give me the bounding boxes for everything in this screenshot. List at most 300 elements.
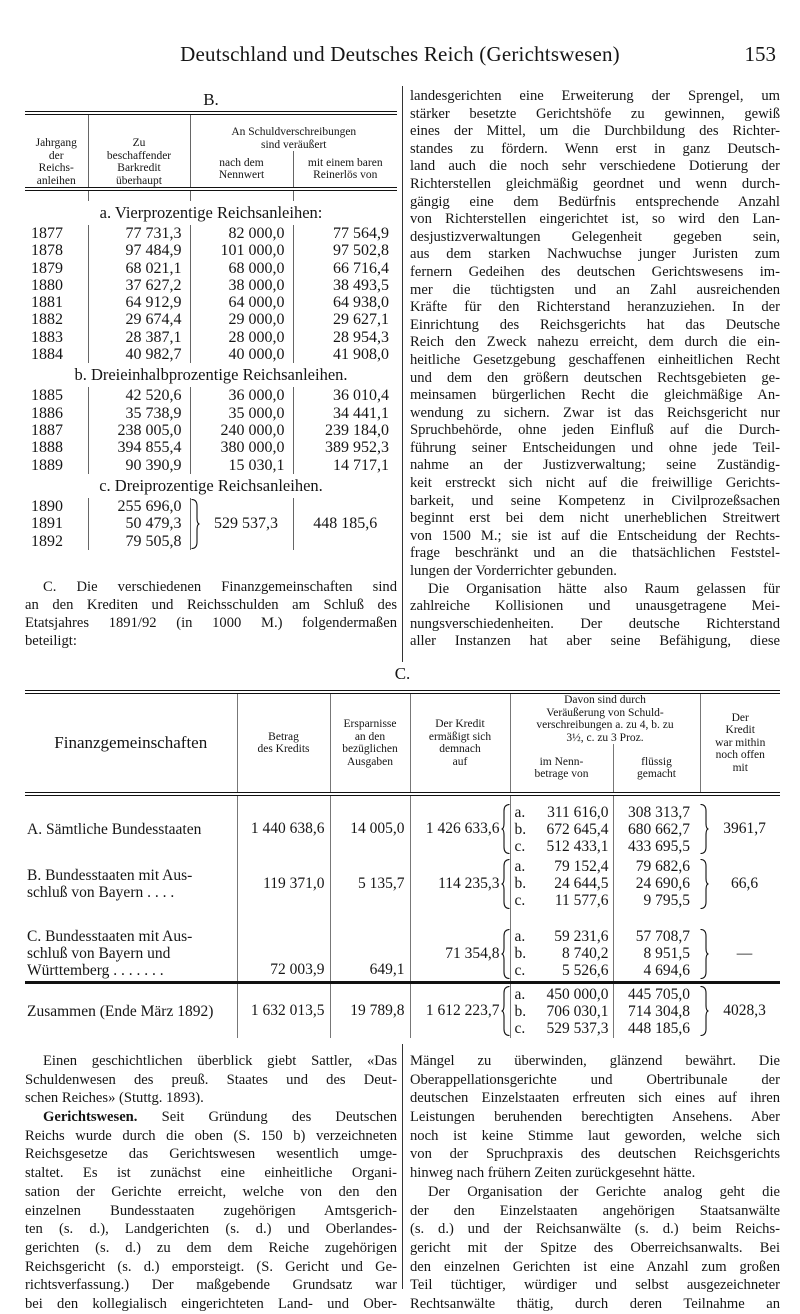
reinerloes-cell: 64 938,0 [293,294,397,311]
year-cell: 1886 [31,404,63,422]
text-line-content: noch ist keine Stimme laut geworden, welche sich [410,1127,780,1144]
barkredit-cell: 28 387,1 [88,329,190,346]
text-line-content: Der Organisation der Gerichte analog geht die [428,1183,780,1200]
text-line-content: aller Instanzen hat aber seine Befähigung, diese [410,633,780,650]
reinerloes-cell: 28 954,3 [293,329,397,346]
text-line-content: deutschen Einzelstaaten erfreuten sich eines auf ihren [410,1090,780,1107]
item-letter: b. [514,1002,527,1020]
text-line [25,1071,397,1090]
reinerloes-cell: 29 627,1 [293,311,397,328]
year-cell: 1879 [31,259,63,277]
betrag-cell: 1 632 013,5 [237,983,330,1039]
year-cell: 1878 [31,242,63,260]
nennbetrag-item [511,1003,613,1020]
text-line [410,545,780,563]
bottom-left-text [25,1052,397,1314]
text-line [410,246,780,264]
column-group-header: An Schuldverschreibungen sind veräußert [190,113,397,151]
right-brace-icon [191,499,200,549]
table-row [25,794,780,858]
text-line [410,440,780,458]
nennwert-cell: 38 000,0 [190,277,293,294]
barkredit-cell: 42 520,6 [88,387,190,404]
ermaessigt-value: 1 426 633,6 [425,820,500,837]
barkredit-cell: 394 855,4 [88,439,190,456]
item-letter: c. [514,837,526,855]
text-line-content: gerichten (s. d.) zu dem dem Reiche zugehörigen [25,1239,397,1256]
offen-cell [700,794,780,858]
running-header-title: Deutschland und Deutsches Reich (Gerichtswesen) [180,42,620,66]
text-line-content: Spruchbehörde, ohne jeden Einfluß auf die Durch- [410,422,780,439]
text-line [410,1276,780,1295]
text-line [25,1089,397,1108]
offen-value: 3961,7 [723,820,766,837]
row-label: B. Bundesstaaten mit Aus- schluß von Bayern . . . . [27,866,193,901]
ermaessigt-value: 114 235,3 [438,874,500,892]
text-line-content: beteiligt: [25,633,77,649]
column-group-header: Davon sind durch Veräußerung von Schuld- verschreibungen a. zu 4, b. zu 3½, c. zu 3 Proz. [510,692,700,744]
text-line-content: Mängel zu überwinden, glänzend bewährt. Die [410,1053,780,1069]
item-value: 450 000,0 [546,985,609,1003]
year-cell: 1884 [31,346,63,364]
fluessig-item: 24 690,6 [635,875,690,892]
nennbetrag-item [511,821,613,838]
column-header-fluessig: flüssig gemacht [613,744,700,794]
text-line [25,1145,397,1164]
text-line-content: an den Krediten und Reichsschulden am Schluß des [25,597,397,613]
column-header-barkredit: Zu beschaffender Barkredit überhaupt [88,113,190,189]
text-line-content: sation der Gerichte erreicht, welche von den den [25,1183,397,1200]
table-row [25,311,397,328]
table-row [25,387,397,404]
item-letter: c. [514,1019,526,1037]
nennbetrag-cell [510,794,613,858]
reinerloes-cell: 77 564,9 [293,225,397,242]
text-line [410,528,780,546]
right-column-text [410,88,780,651]
fluessig-item: 714 304,8 [628,1002,690,1020]
text-line-content: Leistungen beruhenden berechtigten Ansehens. Aber [410,1109,780,1126]
table-c-label: C. [394,664,411,683]
text-line [410,422,780,440]
nennwert-cell: 101 000,0 [190,242,293,259]
offen-value: — [736,945,753,962]
column-header-nennbetrag: im Nenn- betrage von [510,744,613,794]
year-cell: 1888 [31,439,63,457]
table-row [25,422,397,439]
text-line [25,1220,397,1239]
text-line-content: bei den kollegialisch eingerichteten Land- und Ober- [25,1295,397,1312]
text-line [410,633,780,651]
nennwert-cell: 35 000,0 [190,405,293,422]
section-title: b. Dreieinhalbprozentige Reichsanleihen. [74,365,348,385]
betrag-cell: 72 003,9 [237,909,330,983]
text-line [410,88,780,106]
text-line [25,1295,397,1314]
text-line-content: meinsamen bürgerlichen Recht die gleichmäßige An- [410,387,780,404]
text-line [410,106,780,124]
barkredit-cell: 238 005,0 [88,422,190,439]
text-line-content: nungsverschiedenheiten. Der deutsche Richterstand [410,615,780,632]
text-line-content: Reichsgericht (s. d.) emporsteigt. (S. Gericht und Ge- [25,1258,397,1275]
year-cell: 1885 [31,387,63,405]
text-line-content: aus dem starken Nachwuchse junger Juristen zum [410,246,780,263]
text-line-content: staltet. Es ist zunächst eine einheitliche Organi- [25,1165,397,1182]
text-line [410,510,780,528]
text-line [25,1239,397,1258]
text-line-content: Etatsjahres 1891/92 (in 1000 M.) folgendermaßen [25,615,397,631]
item-value: 59 231,6 [554,928,609,945]
fluessig-cell [613,858,700,909]
item-value: 311 616,0 [547,803,609,821]
nennbetrag-item [511,892,613,909]
right-brace-icon [700,929,709,979]
ermaessigt-cell [410,858,510,909]
offen-value: 4028,3 [723,1002,766,1019]
column-header-nennwert: nach dem Nennwert [190,151,293,189]
item-value: 24 644,5 [554,875,609,892]
text-line-content: ten (s. d.), Landgerichten (s. d.) und Oberlandes- [25,1221,397,1238]
section-heading: Gerichtswesen. [43,1109,138,1126]
text-line-content: führung seiner Entscheidungen und ohne jede Teil- [410,439,780,456]
text-line-content: wendung zu sichern. Zwar ist das Reichsgericht nur [410,404,780,421]
text-line [410,1127,780,1146]
year-cell: 1890 [31,497,63,515]
reinerloes-cell: 97 502,8 [293,242,397,259]
item-value: 11 577,6 [554,892,609,909]
column-divider [402,1044,403,1289]
nennbetrag-item [511,945,613,962]
table-row [25,346,397,363]
nennwert-cell: 64 000,0 [190,294,293,311]
text-line [410,352,780,370]
section-title: c. Dreiprozentige Reichsanleihen. [99,475,323,495]
table-row [25,457,397,474]
text-line [410,457,780,475]
fluessig-cell [613,909,700,983]
text-line-content: fernern Gedeihen des deutschen Gerichtswesens im- [410,263,780,280]
nennbetrag-item [511,875,613,892]
text-line-content: heitliche Gesetzgebung geschaffenen einheitlichen Recht [410,351,780,368]
barkredit-cell: 64 912,9 [88,294,190,311]
text-line [25,614,397,632]
text-line [25,1258,397,1277]
text-line-content: Reichs wurde durch die oben (S. 150 b) verzeichneten [25,1127,397,1144]
barkredit-cell: 79 505,8 [88,533,190,550]
text-line-content: Richterstellen gleichmäßig geordnet und wenn durch- [410,175,780,192]
text-line-content: Schuldenwesen des preuß. Staates und des Deut- [25,1071,397,1088]
item-letter: a. [514,803,526,821]
page-number: 153 [744,42,776,66]
text-line-content: frage beschränkt und an die thatsächlichen Feststel- [410,545,780,562]
offen-cell [700,909,780,983]
nennwert-cell: 380 000,0 [190,439,293,456]
text-line-content: von der Spruchpraxis des deutschen Reichsgerichts [410,1146,780,1163]
column-header-ersparnisse: Ersparnisse an den bezüglichen Ausgaben [330,692,410,794]
offen-value: 66,6 [730,874,759,892]
barkredit-cell: 50 479,3 [88,515,190,532]
ersparnisse-cell: 5 135,7 [330,858,410,909]
barkredit-cell: 29 674,4 [88,311,190,328]
nennbetrag-item [511,1020,613,1037]
text-line [410,475,780,493]
nennwert-cell: 28 000,0 [190,329,293,346]
text-line [410,581,780,599]
table-c-body [25,794,780,1038]
text-line-content: Teil tüchtiger, würdiger und selbst ausgezeichneter [410,1277,780,1294]
paragraph-c-intro [25,578,397,650]
fluessig-item: 4 694,6 [643,962,690,979]
reinerloes-cell: 38 493,5 [293,277,397,294]
text-line-content: Rechtsanwälte thätig, durch deren Teilnahme an [410,1295,780,1312]
item-letter: b. [514,945,527,962]
item-value: 706 030,1 [546,1002,609,1020]
text-line [410,1145,780,1164]
text-line [410,194,780,212]
reinerloes-cell: 389 952,3 [293,439,397,456]
year-cell: 1880 [31,276,63,294]
text-line [410,563,780,581]
nennwert-cell: 40 000,0 [190,346,293,363]
ersparnisse-cell: 14 005,0 [330,794,410,858]
fluessig-item: 9 795,5 [643,892,690,909]
item-letter: c. [514,962,526,979]
item-value: 5 526,6 [562,962,609,979]
year-cell: 1891 [31,515,63,533]
year-cell: 1883 [31,328,63,346]
text-line-content: schen Reiches» (Stuttg. 1893). [25,1090,204,1107]
text-line [25,578,397,596]
text-line-content: Seit Gründung des Deutschen [137,1109,397,1126]
text-line [25,1108,397,1127]
text-line [25,1183,397,1202]
ermaessigt-value: 71 354,8 [445,945,500,962]
text-line-content: beginnt erst bei dem nicht unerheblichen Streitwert [410,510,780,527]
table-row [25,858,780,909]
text-line [410,370,780,388]
text-line-content: Einen geschichtlichen überblick giebt Sattler, «Das [43,1053,397,1069]
text-line [410,211,780,229]
table-row [25,498,397,515]
table-c-finanzgemeinschaften [25,690,780,1038]
text-line-content: keit erstreckt sich nicht auf die freiwillige Gerichts- [410,475,780,492]
nennwert-cell: 82 000,0 [190,225,293,242]
text-line [410,1164,780,1183]
year-cell: 1889 [31,456,63,474]
text-line-content: von 1500 M.; sie ist auf die Entscheidung der Rechts- [410,527,780,544]
column-header-finanzgemeinschaften: Finanzgemeinschaften [54,732,208,752]
nennwert-cell: 68 000,0 [190,260,293,277]
column-header-betrag: Betrag des Kredits [237,692,330,794]
text-line-content: einzelnen Bundesstaaten zugehörigen Amtsgerich- [25,1202,397,1219]
text-line [410,598,780,616]
text-line-content: gericht mit der Spitze des Oberreichsanwalts. Bei [410,1239,780,1256]
text-line-content: von Richterstellen eingerichtet ist, so wird den Lan- [410,211,780,228]
text-line [410,1071,780,1090]
text-line [25,632,397,650]
nennbetrag-item [511,962,613,979]
item-value: 512 433,1 [546,837,609,855]
text-line-content: desjustizverwaltungen Gelegenheit gegeben sein, [410,228,780,245]
barkredit-cell: 90 390,9 [88,457,190,474]
table-row [25,242,397,259]
barkredit-cell: 68 021,1 [88,260,190,277]
table-b-label: B. [203,90,219,109]
table-row [25,329,397,346]
column-header-reinerloes: mit einem baren Reinerlös von [293,151,397,189]
table-row [25,909,780,983]
fluessig-item: 308 313,7 [628,803,690,821]
nennbetrag-cell [510,909,613,983]
text-line [410,229,780,247]
text-line-content: barkeit, und seine Kompetenz in Civilprozeßsachen [410,492,780,509]
offen-cell [700,983,780,1039]
text-line [25,1052,397,1071]
item-value: 672 645,4 [546,820,609,838]
reinerloes-value: 448 185,6 [313,515,378,533]
fluessig-cell [613,983,700,1039]
text-line-content: nahme an der Justizverwaltung; seine Zuständig- [410,457,780,474]
nennbetrag-item [511,804,613,821]
text-line [410,1108,780,1127]
left-brace-icon [501,859,510,909]
text-line [410,264,780,282]
text-line-content: hinweg nach frühern Zeiten zurückgesehnt hätte. [410,1165,696,1182]
text-line-content: landesgerichten eine Erweiterung der Sprengel, um [410,88,780,104]
text-line-content: Reichsgesetze das Gerichtswesen wesentlich umge- [25,1146,397,1163]
year-cell: 1882 [31,311,63,329]
fluessig-item: 57 708,7 [635,928,690,945]
text-line [410,493,780,511]
table-b-reichsanleihen [25,111,397,550]
text-line [25,1164,397,1183]
text-line [25,1127,397,1146]
total-row [25,983,780,1039]
ermaessigt-value: 1 612 223,7 [425,1002,500,1019]
text-line-content: land auch die noch sehr verschiedene Dotierung der [410,158,780,175]
item-letter: a. [514,928,526,945]
ersparnisse-cell: 19 789,8 [330,983,410,1039]
reinerloes-cell: 36 010,4 [293,387,397,404]
left-brace-icon [501,804,510,854]
nennbetrag-item [511,858,613,875]
ersparnisse-cell: 649,1 [330,909,410,983]
item-letter: b. [514,875,527,892]
text-line [410,334,780,352]
fluessig-item: 79 682,6 [635,858,690,875]
text-line-content: (s. d.) und der Reichsanwälte (s. d.) beim Reichs- [410,1221,780,1238]
year-cell: 1892 [31,532,63,550]
fluessig-item: 433 695,5 [628,837,690,855]
text-line-content: Einrichtung des Reichsgerichts hat das Deutsche [410,316,780,333]
year-cell: 1877 [31,225,63,242]
table-row [25,294,397,311]
reinerloes-cell: 41 908,0 [293,346,397,363]
reinerloes-cell: 66 716,4 [293,260,397,277]
row-label: A. Sämtliche Bundesstaaten [27,820,202,838]
column-divider [402,86,403,662]
section-header-row [25,201,397,225]
fluessig-item: 680 662,7 [628,820,690,838]
text-line-content: gängig eine dem Bedürfnis entsprechende Anzahl [410,193,780,210]
ermaessigt-cell [410,794,510,858]
spacer-row [25,189,397,201]
text-line [410,1258,780,1277]
nennwert-cell: 15 030,1 [190,457,293,474]
betrag-cell: 119 371,0 [237,858,330,909]
right-brace-icon [700,804,709,854]
table-row [25,439,397,456]
nennwert-cell: 240 000,0 [190,422,293,439]
text-line-content: standes zu fördern. Wenn erst in ganz Deutsch- [410,140,780,157]
text-line-content: den einzelnen Gerichten ist eine Anzahl zum großen [410,1258,780,1275]
text-line-content: richtsverfassung.) Der maßgebende Grundsatz war [25,1277,397,1294]
text-line-content: zahlreiche Kollisionen und unausgetragene Mei- [410,598,780,615]
section-header-row [25,363,397,387]
text-line-content: Oberappellationsgerichte und Obertribunale der [410,1071,780,1088]
barkredit-cell: 97 484,9 [88,242,190,259]
text-line [410,123,780,141]
nennbetrag-cell [510,858,613,909]
text-line-content: Kräfte für den Richterstand heranzuziehen. In der [410,299,780,316]
ermaessigt-cell [410,983,510,1039]
table-b-body [25,189,397,550]
item-value: 79 152,4 [554,858,609,875]
left-brace-icon [501,929,510,979]
right-brace-icon [700,859,709,909]
offen-cell [700,858,780,909]
text-line [410,1295,780,1314]
right-brace-icon [700,986,709,1036]
text-line [410,405,780,423]
column-header-ermaessigt: Der Kredit ermäßigt sich demnach auf [410,692,510,794]
row-label: C. Bundesstaaten mit Aus- schluß von Bayern und Württemberg . . . . . . . [27,928,193,979]
text-line-content: C. Die verschiedenen Finanzgemeinschaften sind [43,579,397,595]
text-line [410,299,780,317]
item-value: 8 740,2 [562,945,609,962]
nennwert-cell: 36 000,0 [190,387,293,404]
barkredit-cell: 255 696,0 [88,498,190,515]
item-value: 529 537,3 [546,1019,609,1037]
text-line [410,1239,780,1258]
column-header-year: Jahrgang der Reichs- anleihen [35,137,77,187]
item-letter: c. [514,892,526,909]
bottom-right-text [410,1052,780,1314]
section-header-row [25,474,397,498]
reinerloes-cell: 34 441,1 [293,405,397,422]
text-line-content: eines der Mittel, um die Durchbildung des Richter- [410,123,780,140]
merged-reinerloes-cell [293,498,397,550]
text-line-content: stärker besetzte Gerichtshöfe zu gewinnen, gewiß [410,105,780,122]
table-row [25,260,397,277]
item-letter: b. [514,820,527,838]
text-line [410,317,780,335]
nennbetrag-item [511,928,613,945]
ermaessigt-cell [410,909,510,983]
table-row [25,405,397,422]
barkredit-cell: 35 738,9 [88,405,190,422]
year-cell: 1887 [31,421,63,439]
text-line-content: der den Einzelstaaten angehörigen Staatsanwälte [410,1202,780,1219]
barkredit-cell: 77 731,3 [88,225,190,242]
text-line [410,387,780,405]
text-line [410,1220,780,1239]
text-line [25,1202,397,1221]
text-line-content: mer die tüchtigsten und an Zahl ausreichenden [410,281,780,298]
section-title: a. Vierprozentige Reichsanleihen: [99,203,323,222]
text-line [410,1089,780,1108]
text-line [410,1183,780,1202]
